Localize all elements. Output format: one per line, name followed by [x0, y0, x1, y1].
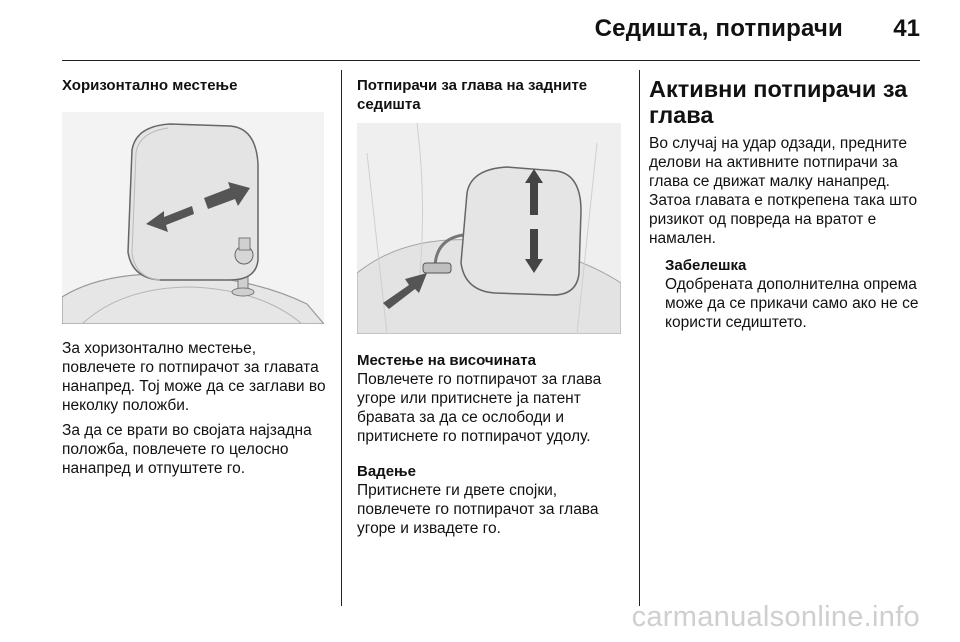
column-rear-headrests	[357, 72, 627, 538]
section-heading-rear: Потпирачи за глава на задните седишта	[357, 77, 588, 113]
column-active-headrests	[649, 72, 929, 332]
column-divider-2	[639, 70, 640, 606]
figure-rear-headrest	[357, 123, 621, 334]
page-number: 41	[893, 15, 920, 42]
section-heading-horizontal: Хоризонтално местење	[62, 77, 238, 94]
paragraph-removal: Притиснете ги двете спојки, повлечете го потпирачот за глава угоре и извадете го.	[357, 482, 599, 537]
watermark: carmanualsonline.info	[631, 601, 920, 633]
note-block	[665, 256, 929, 332]
paragraph-height-adjust: Повлечете го потпирачот за глава угоре или притиснете ја патент бравата за да се ослободи и притиснете го потпирачот удолу.	[357, 371, 602, 445]
subheading-height-adjust: Местење на височината	[357, 352, 536, 369]
page-title: Седишта, потпирачи	[594, 15, 843, 42]
column-horizontal-adjust	[62, 72, 326, 478]
note-text: Одобрената дополнителна опрема може да се прикачи само ако не се користи седиштето.	[665, 276, 919, 331]
figure-front-headrest	[62, 112, 324, 324]
page-header	[0, 0, 960, 62]
section-heading-active: Активни потпирачи за глава	[649, 76, 908, 128]
paragraph-horizontal-2: За да се врати во својата најзадна положба, повлечете го целосно нанапред и отпуштете го.	[62, 422, 312, 477]
subheading-removal: Вадење	[357, 463, 416, 480]
header-rule	[62, 60, 920, 61]
column-divider-1	[341, 70, 342, 606]
paragraph-active: Во случај на удар одзади, предните делови на активните потпирачи за глава се движат малку нанапред. Затоа главата е поткрепена така што ризикот од повреда на вратот е намален.	[649, 135, 918, 247]
paragraph-horizontal-1: За хоризонтално местење, повлечете го потпирачот за главата нанапред. Тој може да се заглави во неколку положби.	[62, 340, 326, 414]
note-label: Забелешка	[665, 257, 747, 274]
